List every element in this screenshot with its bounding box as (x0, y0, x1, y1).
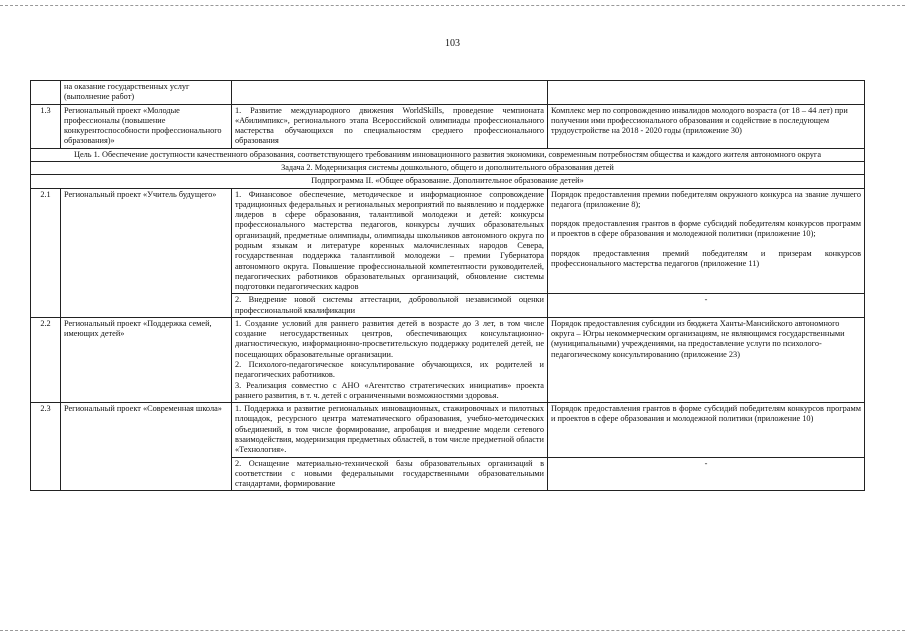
table-row (31, 104, 865, 148)
order-cell: - (548, 294, 865, 318)
row-num-cell: 2.2 (31, 317, 61, 402)
project-name-cell: на оказание государственных услуг (выполнение работ) (61, 81, 232, 105)
activity-cell: 1. Развитие международного движения WorldSkills, проведение чемпионата «Абилимпикс», регионального этапа Всероссийской олимпиады профессионального мастерства обучающихся по специальностям среднего профессионального образования (232, 104, 548, 148)
table-row (31, 161, 865, 174)
project-name-cell: Региональный проект «Учитель будущего» (61, 188, 232, 317)
order-cell: Порядок предоставления субсидии из бюджета Ханты-Мансийского автономного округа – Югры некоммерческим организациям, не являющимся государственными (муниципальными) учреждениями, на предоставление услуги по психолого-педагогическому консультированию (приложение 23) (548, 317, 865, 402)
order-cell (548, 81, 865, 105)
subprogram-heading: Подпрограмма II. «Общее образование. Дополнительное образование детей» (31, 175, 865, 188)
order-cell (548, 188, 865, 294)
activity-item: 2. Психолого-педагогическое консультирование обучающихся, их родителей и педагогических работников. (235, 360, 544, 380)
project-name-cell: Региональный проект «Молодые профессионалы (повышение конкурентоспособности профессионального образования)» (61, 104, 232, 148)
row-num-cell: 1.3 (31, 104, 61, 148)
page-number: 103 (445, 38, 460, 49)
activity-cell: 1. Финансовое обеспечение, методическое и информационное сопровождение традиционных федеральных и региональных мероприятий по выявлению и поддержке лидеров в сфере образования, талантливой молодежи и детей: конкурсы профессионального мастерства педагогов, конкурсы лучших образовательных организаций, предметные олимпиады, олимпиады школьников автономного округа по родным языкам и литературе коренных малочисленных народов Севера, государственная поддержка талантливой молодежи – премии Губернатора автономного округа. Повышение профессиональной компетентности руководителей, педагогических работников образовательных организаций, обновление системы подготовки педагогических кадров (232, 188, 548, 294)
project-name-cell: Региональный проект «Поддержка семей, имеющих детей» (61, 317, 232, 402)
bottom-scan-edge (0, 630, 905, 631)
table-row (31, 81, 865, 105)
task-heading: Задача 2. Модернизация системы дошкольного, общего и дополнительного образования детей (31, 161, 865, 174)
order-item: порядок предоставления премий победителям и призерам конкурсов профессионального мастерства педагогов (приложение 11) (551, 248, 861, 268)
activity-cell: 1. Поддержка и развитие региональных инновационных, стажировочных и пилотных площадок, ресурсного центра математического образования, учебно-методических объединений, в том числе формирование, апробация и внедрение модели сетевого взаимодействия, модернизация предметных областей, в том числе предметной области «Технология». (232, 403, 548, 457)
table-row (31, 403, 865, 457)
order-cell: Порядок предоставления грантов в форме субсидий победителям конкурсов программ и проектов в сфере образования и молодежной политики (приложение 10) (548, 403, 865, 457)
table-row (31, 175, 865, 188)
order-cell: - (548, 457, 865, 491)
table-row (31, 148, 865, 161)
table-row (31, 188, 865, 294)
row-num-cell: 2.1 (31, 188, 61, 317)
program-table (30, 80, 865, 491)
activity-cell (232, 317, 548, 402)
order-cell: Комплекс мер по сопровождению инвалидов молодого возраста (от 18 – 44 лет) при получении ими профессионального образования и содействие в последующем трудоустройстве на 2018 - 2020 годы (приложение 30) (548, 104, 865, 148)
order-item: Порядок предоставления премии победителям окружного конкурса на звание лучшего педагога (приложение 8); (551, 189, 861, 209)
activity-item: 1. Создание условий для раннего развития детей в возрасте до 3 лет, в том числе создание негосударственных центров, обеспечивающих консультационно-диагностическую, информационно-просветительскую поддержку родителей детей, не посещающих образовательные организации. (235, 318, 544, 359)
goal-heading: Цель 1. Обеспечение доступности качественного образования, соответствующего требованиям инновационного развития экономики, современным потребностям общества и каждого жителя автономного округа (31, 148, 865, 161)
order-item: порядок предоставления грантов в форме субсидий победителям конкурсов программ и проектов в сфере образования и молодежной политики (приложение 10); (551, 219, 861, 239)
activity-cell (232, 81, 548, 105)
row-num-cell: 2.3 (31, 403, 61, 491)
table-row (31, 317, 865, 402)
project-name-cell: Региональный проект «Современная школа» (61, 403, 232, 491)
top-scan-edge (0, 5, 905, 6)
row-num-cell (31, 81, 61, 105)
activity-item: 3. Реализация совместно с АНО «Агентство стратегических инициатив» проекта раннего развития, в т. ч. детей с ограниченными возможностями здоровья. (235, 380, 544, 400)
activity-cell: 2. Внедрение новой системы аттестации, добровольной независимой оценки профессиональной квалификации (232, 294, 548, 318)
activity-cell: 2. Оснащение материально-технической базы образовательных организаций в соответствии с новыми федеральными государственными образовательными стандартами, формирование (232, 457, 548, 491)
